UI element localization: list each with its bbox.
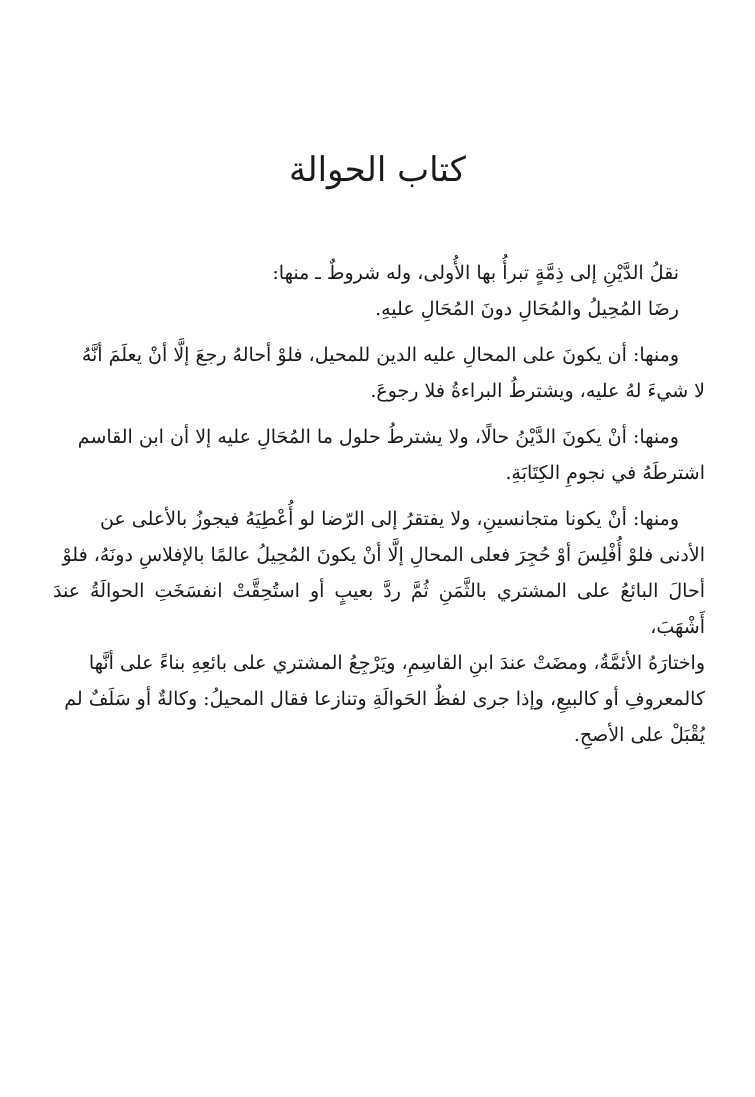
paragraph-condition-due: [53, 419, 705, 491]
text-line: أحالَ البائعُ على المشتري بالثَّمَنِ ثُمَّ ردَّ بعيبٍ أو استُحِقَّتْ انفسَخَتِ الحوالَةُ عندَ أَشْهَبَ،: [53, 580, 705, 638]
paragraph-definition: [53, 255, 705, 327]
document-body: [53, 255, 705, 763]
text-line: لا شيءَ لهُ عليه، ويشترطُ البراءةُ فلا رجوعَ.: [370, 380, 705, 402]
text-line: اشترطَهُ في نجومِ الكِتَابَةِ.: [505, 462, 705, 484]
text-line: يُقْبَلْ على الأصحِ.: [573, 724, 705, 746]
text-line: واختارَهُ الأئمَّةُ، ومضَتْ عندَ ابنِ القاسِمِ، ويَرْجِعُ المشتري على بائعِهِ بناءً على أنَّها: [88, 652, 705, 674]
text-line: ومنها: أنْ يكونَ الدَّيْنُ حالًا، ولا يشترطُ حلول ما المُحَالِ عليه إلا أن ابن القاسم: [77, 426, 679, 448]
chapter-title: كتاب الحوالة: [289, 150, 466, 190]
paragraph-condition-homogeneous: [53, 501, 705, 753]
paragraph-condition-debt: [53, 337, 705, 409]
text-line: رضَا المُحِيلُ والمُحَالِ دونَ المُحَالِ عليهِ.: [375, 298, 679, 320]
text-line: ومنها: أن يكونَ على المحالِ عليه الدين للمحيل، فلوْ أحالهُ رجعَ إلَّا أنْ يعلَمَ أنَّهُ: [81, 344, 679, 366]
text-line: نقلُ الدَّيْنِ إلى ذِمَّةٍ تبرأُ بها الأُولى، وله شروطٌ ـ منها:: [272, 262, 679, 284]
text-line: الأدنى فلوْ أُفْلِسَ أوْ حُجِرَ فعلى المحالِ إلَّا أنْ يكونَ المُحِيلُ عالمًا بالإفلاسِ دونَهُ، فلوْ: [62, 544, 705, 566]
text-line: ومنها: أنْ يكونا متجانسينِ، ولا يفتقرُ إلى الرّضا لو أُعْطِيَهُ فيجوزُ بالأعلى عن: [99, 508, 679, 530]
text-line: كالمعروفِ أو كالبيعِ، وإذا جرى لفظُ الحَوالَةِ وتنازعا فقال المحيلُ: وكالةٌ أو سَلَفٌ لم: [64, 688, 705, 710]
